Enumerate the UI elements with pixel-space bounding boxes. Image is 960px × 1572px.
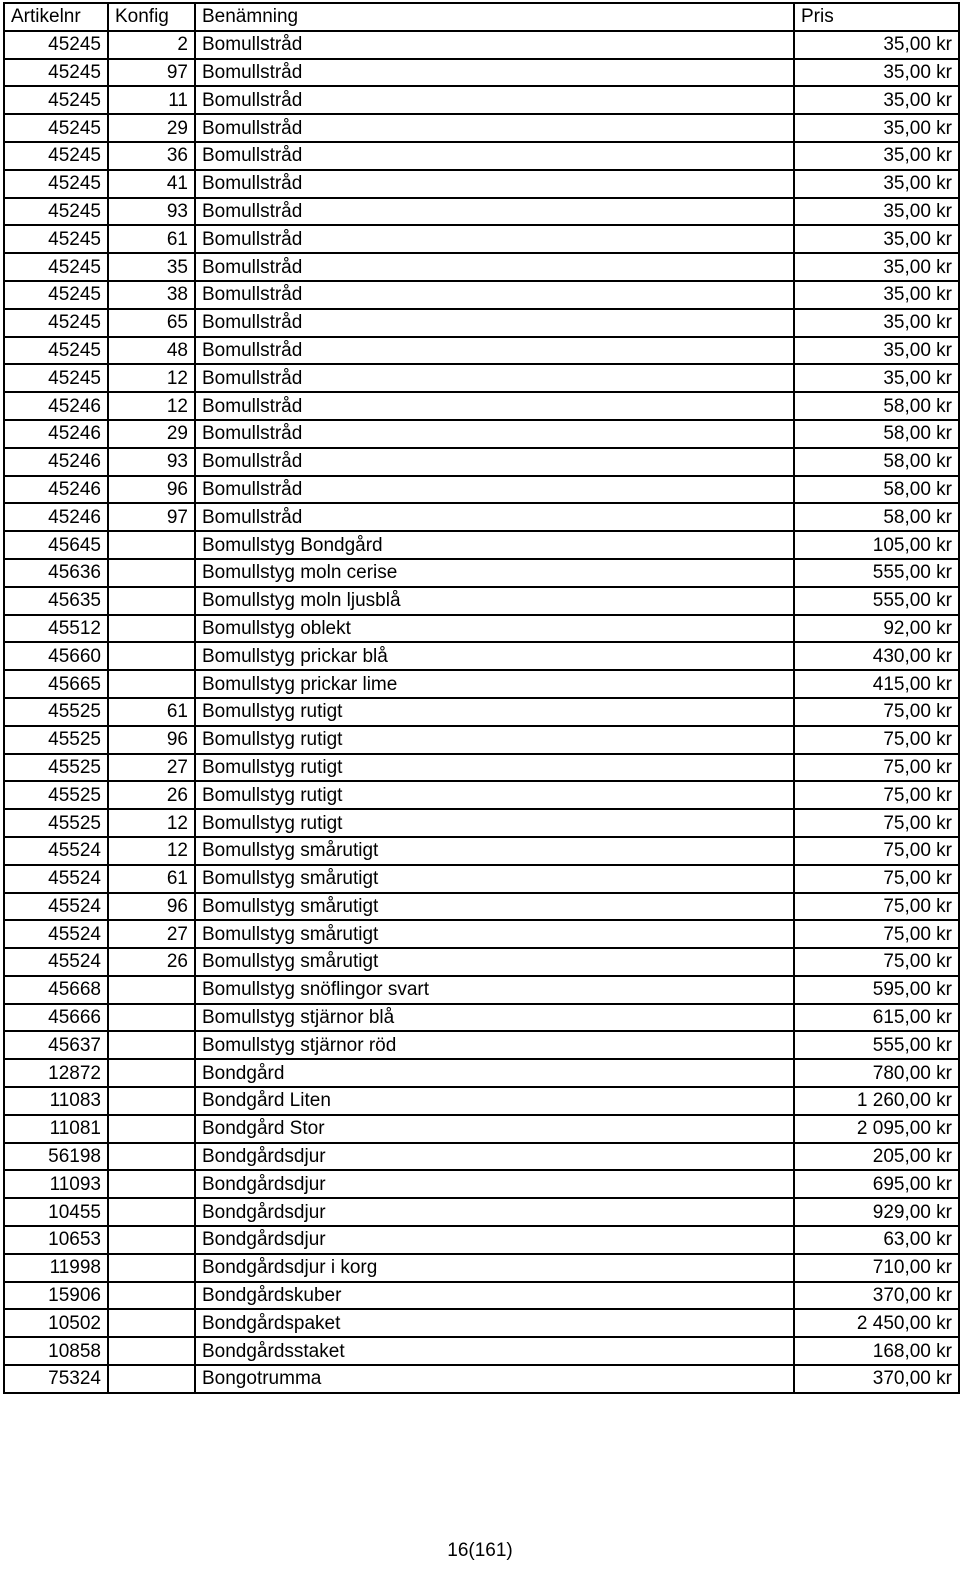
cell-benamning: Bomullstyg smårutigt [195, 920, 794, 948]
cell-konfig: 12 [108, 392, 195, 420]
cell-artikelnr: 45666 [4, 1004, 108, 1032]
cell-pris: 105,00 kr [794, 531, 959, 559]
table-row [4, 1115, 959, 1143]
cell-benamning: Bomullstyg moln ljusblå [195, 587, 794, 615]
cell-artikelnr: 45524 [4, 920, 108, 948]
cell-pris: 430,00 kr [794, 642, 959, 670]
table-row [4, 531, 959, 559]
cell-pris: 75,00 kr [794, 865, 959, 893]
cell-konfig [108, 559, 195, 587]
cell-benamning: Bondgårdsdjur i korg [195, 1254, 794, 1282]
cell-konfig: 12 [108, 809, 195, 837]
cell-pris: 35,00 kr [794, 170, 959, 198]
cell-benamning: Bondgårdsdjur [195, 1143, 794, 1171]
cell-artikelnr: 45245 [4, 86, 108, 114]
table-row [4, 948, 959, 976]
header-benamning: Benämning [195, 3, 794, 31]
table-row [4, 976, 959, 1004]
cell-pris: 58,00 kr [794, 476, 959, 504]
table-row [4, 1337, 959, 1365]
table-row [4, 1004, 959, 1032]
cell-konfig: 96 [108, 726, 195, 754]
cell-artikelnr: 12872 [4, 1059, 108, 1087]
cell-pris: 168,00 kr [794, 1337, 959, 1365]
cell-artikelnr: 45637 [4, 1031, 108, 1059]
cell-konfig: 2 [108, 31, 195, 59]
cell-benamning: Bondgårdsdjur [195, 1198, 794, 1226]
cell-artikelnr: 45246 [4, 503, 108, 531]
cell-konfig [108, 1087, 195, 1115]
cell-pris: 35,00 kr [794, 253, 959, 281]
table-row [4, 865, 959, 893]
table-row [4, 1226, 959, 1254]
table-row [4, 920, 959, 948]
cell-konfig [108, 1254, 195, 1282]
table-row [4, 1309, 959, 1337]
cell-artikelnr: 45636 [4, 559, 108, 587]
cell-konfig: 26 [108, 781, 195, 809]
cell-benamning: Bomullstråd [195, 225, 794, 253]
cell-konfig [108, 1365, 195, 1393]
cell-benamning: Bomullstråd [195, 476, 794, 504]
cell-pris: 75,00 kr [794, 781, 959, 809]
cell-benamning: Bondgård Liten [195, 1087, 794, 1115]
cell-konfig [108, 1226, 195, 1254]
cell-artikelnr: 45246 [4, 392, 108, 420]
cell-artikelnr: 45525 [4, 809, 108, 837]
cell-konfig: 38 [108, 281, 195, 309]
cell-artikelnr: 45525 [4, 781, 108, 809]
cell-pris: 35,00 kr [794, 31, 959, 59]
table-row [4, 893, 959, 921]
cell-artikelnr: 45245 [4, 142, 108, 170]
cell-konfig: 97 [108, 59, 195, 87]
cell-konfig [108, 1031, 195, 1059]
cell-benamning: Bomullstyg rutigt [195, 754, 794, 782]
cell-konfig: 12 [108, 837, 195, 865]
cell-pris: 75,00 kr [794, 837, 959, 865]
cell-benamning: Bomullstyg smårutigt [195, 865, 794, 893]
cell-artikelnr: 45635 [4, 587, 108, 615]
table-row [4, 837, 959, 865]
cell-konfig: 97 [108, 503, 195, 531]
cell-benamning: Bomullstråd [195, 309, 794, 337]
cell-konfig: 12 [108, 364, 195, 392]
cell-konfig: 61 [108, 698, 195, 726]
cell-pris: 35,00 kr [794, 225, 959, 253]
cell-benamning: Bondgårdsdjur [195, 1226, 794, 1254]
cell-benamning: Bomullstråd [195, 114, 794, 142]
cell-konfig [108, 1143, 195, 1171]
cell-pris: 615,00 kr [794, 1004, 959, 1032]
cell-artikelnr: 11093 [4, 1170, 108, 1198]
cell-pris: 58,00 kr [794, 420, 959, 448]
cell-konfig: 61 [108, 865, 195, 893]
table-row [4, 281, 959, 309]
header-artikelnr: Artikelnr [4, 3, 108, 31]
cell-artikelnr: 10858 [4, 1337, 108, 1365]
cell-artikelnr: 45245 [4, 198, 108, 226]
cell-pris: 75,00 kr [794, 893, 959, 921]
cell-pris: 92,00 kr [794, 615, 959, 643]
cell-pris: 35,00 kr [794, 309, 959, 337]
cell-benamning: Bomullstråd [195, 170, 794, 198]
cell-konfig [108, 1115, 195, 1143]
cell-konfig [108, 1004, 195, 1032]
cell-benamning: Bomullstyg Bondgård [195, 531, 794, 559]
cell-pris: 695,00 kr [794, 1170, 959, 1198]
cell-artikelnr: 10653 [4, 1226, 108, 1254]
table-row [4, 1170, 959, 1198]
table-row [4, 309, 959, 337]
cell-artikelnr: 75324 [4, 1365, 108, 1393]
table-row [4, 615, 959, 643]
cell-pris: 555,00 kr [794, 1031, 959, 1059]
table-row [4, 670, 959, 698]
table-row [4, 1031, 959, 1059]
cell-pris: 58,00 kr [794, 392, 959, 420]
cell-konfig: 26 [108, 948, 195, 976]
cell-pris: 555,00 kr [794, 559, 959, 587]
cell-benamning: Bomullstråd [195, 392, 794, 420]
cell-pris: 35,00 kr [794, 198, 959, 226]
cell-artikelnr: 11083 [4, 1087, 108, 1115]
cell-pris: 58,00 kr [794, 448, 959, 476]
cell-konfig [108, 1337, 195, 1365]
cell-konfig: 61 [108, 225, 195, 253]
cell-benamning: Bomullstråd [195, 198, 794, 226]
cell-benamning: Bomullstråd [195, 31, 794, 59]
cell-benamning: Bomullstråd [195, 364, 794, 392]
cell-konfig [108, 1309, 195, 1337]
cell-konfig: 27 [108, 920, 195, 948]
cell-konfig [108, 615, 195, 643]
cell-benamning: Bondgårdspaket [195, 1309, 794, 1337]
cell-pris: 35,00 kr [794, 114, 959, 142]
table-row [4, 559, 959, 587]
cell-benamning: Bomullstråd [195, 503, 794, 531]
cell-pris: 415,00 kr [794, 670, 959, 698]
cell-artikelnr: 45524 [4, 948, 108, 976]
cell-konfig [108, 670, 195, 698]
cell-konfig: 29 [108, 420, 195, 448]
table-row [4, 809, 959, 837]
cell-artikelnr: 45246 [4, 476, 108, 504]
cell-konfig: 96 [108, 476, 195, 504]
cell-konfig: 11 [108, 86, 195, 114]
cell-konfig: 27 [108, 754, 195, 782]
cell-benamning: Bomullstyg rutigt [195, 698, 794, 726]
cell-artikelnr: 45245 [4, 337, 108, 365]
cell-konfig [108, 531, 195, 559]
table-row [4, 448, 959, 476]
cell-artikelnr: 45245 [4, 364, 108, 392]
cell-konfig [108, 587, 195, 615]
cell-pris: 75,00 kr [794, 948, 959, 976]
cell-pris: 555,00 kr [794, 587, 959, 615]
cell-benamning: Bomullstråd [195, 448, 794, 476]
table-row [4, 726, 959, 754]
cell-artikelnr: 45246 [4, 448, 108, 476]
cell-konfig: 93 [108, 448, 195, 476]
table-row [4, 1254, 959, 1282]
header-pris: Pris [794, 3, 959, 31]
table-body [4, 31, 959, 1393]
cell-benamning: Bomullstyg stjärnor röd [195, 1031, 794, 1059]
cell-konfig: 48 [108, 337, 195, 365]
cell-artikelnr: 45245 [4, 225, 108, 253]
cell-benamning: Bomullstyg snöflingor svart [195, 976, 794, 1004]
cell-artikelnr: 56198 [4, 1143, 108, 1171]
cell-pris: 75,00 kr [794, 809, 959, 837]
price-table [3, 2, 960, 1394]
cell-konfig: 96 [108, 893, 195, 921]
cell-konfig [108, 642, 195, 670]
cell-artikelnr: 15906 [4, 1282, 108, 1310]
cell-pris: 780,00 kr [794, 1059, 959, 1087]
cell-pris: 58,00 kr [794, 503, 959, 531]
cell-benamning: Bomullstyg rutigt [195, 726, 794, 754]
table-row [4, 170, 959, 198]
cell-benamning: Bondgård Stor [195, 1115, 794, 1143]
cell-artikelnr: 45245 [4, 281, 108, 309]
cell-konfig: 93 [108, 198, 195, 226]
cell-benamning: Bondgårdskuber [195, 1282, 794, 1310]
table-row [4, 503, 959, 531]
header-konfig: Konfig [108, 3, 195, 31]
table-row [4, 476, 959, 504]
table-row [4, 225, 959, 253]
cell-konfig [108, 976, 195, 1004]
cell-benamning: Bongotrumma [195, 1365, 794, 1393]
cell-artikelnr: 45245 [4, 114, 108, 142]
cell-konfig: 35 [108, 253, 195, 281]
table-row [4, 86, 959, 114]
cell-artikelnr: 45524 [4, 893, 108, 921]
table-row [4, 1198, 959, 1226]
cell-artikelnr: 45245 [4, 309, 108, 337]
table-row [4, 420, 959, 448]
cell-artikelnr: 45668 [4, 976, 108, 1004]
cell-benamning: Bomullstyg rutigt [195, 809, 794, 837]
cell-konfig [108, 1170, 195, 1198]
cell-benamning: Bomullstyg prickar lime [195, 670, 794, 698]
header-row [4, 3, 959, 31]
cell-pris: 75,00 kr [794, 726, 959, 754]
table-row [4, 587, 959, 615]
cell-artikelnr: 45245 [4, 59, 108, 87]
page-number: 16(161) [447, 1540, 513, 1561]
table-row [4, 59, 959, 87]
cell-pris: 75,00 kr [794, 754, 959, 782]
cell-artikelnr: 11998 [4, 1254, 108, 1282]
cell-pris: 2 095,00 kr [794, 1115, 959, 1143]
cell-artikelnr: 45660 [4, 642, 108, 670]
table-row [4, 114, 959, 142]
cell-benamning: Bondgårdsdjur [195, 1170, 794, 1198]
cell-benamning: Bomullstråd [195, 142, 794, 170]
cell-konfig: 41 [108, 170, 195, 198]
cell-benamning: Bomullstråd [195, 86, 794, 114]
cell-artikelnr: 10455 [4, 1198, 108, 1226]
cell-benamning: Bomullstråd [195, 281, 794, 309]
cell-benamning: Bomullstyg smårutigt [195, 837, 794, 865]
cell-benamning: Bomullstråd [195, 253, 794, 281]
cell-artikelnr: 45525 [4, 698, 108, 726]
cell-pris: 595,00 kr [794, 976, 959, 1004]
cell-benamning: Bomullstyg smårutigt [195, 893, 794, 921]
cell-artikelnr: 45525 [4, 726, 108, 754]
cell-artikelnr: 45245 [4, 170, 108, 198]
table-row [4, 392, 959, 420]
cell-pris: 2 450,00 kr [794, 1309, 959, 1337]
cell-artikelnr: 45525 [4, 754, 108, 782]
cell-pris: 35,00 kr [794, 364, 959, 392]
cell-benamning: Bomullstyg smårutigt [195, 948, 794, 976]
table-row [4, 1143, 959, 1171]
cell-artikelnr: 45645 [4, 531, 108, 559]
cell-pris: 75,00 kr [794, 698, 959, 726]
cell-konfig [108, 1282, 195, 1310]
table-row [4, 364, 959, 392]
cell-artikelnr: 45524 [4, 837, 108, 865]
cell-artikelnr: 45245 [4, 253, 108, 281]
cell-pris: 75,00 kr [794, 920, 959, 948]
cell-pris: 929,00 kr [794, 1198, 959, 1226]
cell-konfig: 29 [108, 114, 195, 142]
cell-konfig: 36 [108, 142, 195, 170]
cell-benamning: Bondgårdsstaket [195, 1337, 794, 1365]
cell-artikelnr: 45665 [4, 670, 108, 698]
table-row [4, 253, 959, 281]
cell-pris: 35,00 kr [794, 86, 959, 114]
table-row [4, 1282, 959, 1310]
table-row [4, 1087, 959, 1115]
cell-benamning: Bomullstråd [195, 59, 794, 87]
cell-benamning: Bomullstyg rutigt [195, 781, 794, 809]
table-row [4, 198, 959, 226]
cell-artikelnr: 45512 [4, 615, 108, 643]
cell-pris: 35,00 kr [794, 142, 959, 170]
table-row [4, 337, 959, 365]
cell-benamning: Bomullstråd [195, 420, 794, 448]
table-row [4, 1365, 959, 1393]
cell-pris: 370,00 kr [794, 1282, 959, 1310]
cell-artikelnr: 45246 [4, 420, 108, 448]
cell-artikelnr: 45245 [4, 31, 108, 59]
table-row [4, 1059, 959, 1087]
cell-pris: 35,00 kr [794, 281, 959, 309]
cell-konfig [108, 1059, 195, 1087]
cell-benamning: Bomullstyg moln cerise [195, 559, 794, 587]
table-row [4, 698, 959, 726]
table-row [4, 31, 959, 59]
cell-benamning: Bomullstyg prickar blå [195, 642, 794, 670]
cell-artikelnr: 10502 [4, 1309, 108, 1337]
cell-pris: 63,00 kr [794, 1226, 959, 1254]
cell-konfig: 65 [108, 309, 195, 337]
cell-konfig [108, 1198, 195, 1226]
cell-pris: 35,00 kr [794, 59, 959, 87]
cell-benamning: Bomullstyg oblekt [195, 615, 794, 643]
cell-benamning: Bomullstråd [195, 337, 794, 365]
cell-pris: 710,00 kr [794, 1254, 959, 1282]
cell-pris: 370,00 kr [794, 1365, 959, 1393]
table-row [4, 642, 959, 670]
table-row [4, 781, 959, 809]
cell-benamning: Bomullstyg stjärnor blå [195, 1004, 794, 1032]
cell-benamning: Bondgård [195, 1059, 794, 1087]
table-row [4, 754, 959, 782]
cell-pris: 1 260,00 kr [794, 1087, 959, 1115]
cell-artikelnr: 45524 [4, 865, 108, 893]
cell-artikelnr: 11081 [4, 1115, 108, 1143]
table-row [4, 142, 959, 170]
cell-pris: 35,00 kr [794, 337, 959, 365]
cell-pris: 205,00 kr [794, 1143, 959, 1171]
